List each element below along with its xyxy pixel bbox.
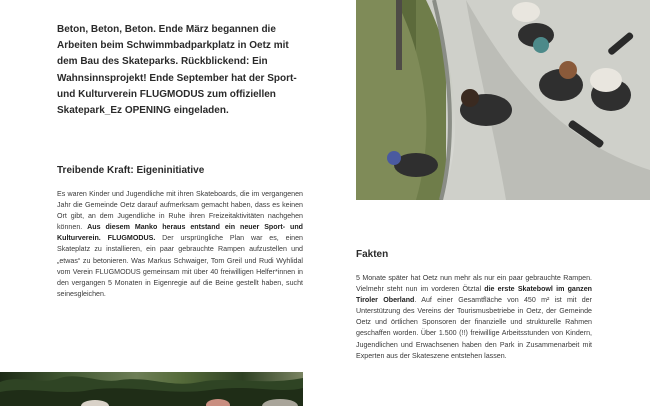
facts-text-part2: . Auf einer Gesamtfläche von 450 m² ist mit der Unterstützung des Vereins der Tourismusbetriebe in Oetz, der Gemeinde Oetz und örtlichen Sponsoren der finanzielle und strukturelle Rahmen geschaffen worden. Über 1.500 (!!) freiwillige Arbeitsstunden von Kindern, Jugendlichen und Erwachsenen haben den Park in Zusammenarbeit mit Experten aus der Skateszene entstehen lassen.	[356, 296, 592, 360]
lead-paragraph: Beton, Beton, Beton. Ende März begannen die Arbeiten beim Schwimmbadparkplatz in Oetz mit dem Bau des Skateparks. Rückblickend: Ein Wahnsinnsprojekt! Ende September hat der Sport- und Kulturverein FLUGMODUS zum offiziellen Skatepark_Ez OPENING eingeladen.	[57, 24, 297, 117]
skatepark-photo-illustration	[356, 0, 650, 200]
skatepark-photo-top	[356, 0, 650, 200]
skatepark-photo-bottom-illustration	[0, 372, 303, 406]
initiative-text	[57, 189, 303, 300]
facts-text-part1: 5 Monate später hat Oetz nun mehr als nur ein paar gebrauchte Rampen. Vielmehr steht nun im vorderen Ötztal	[356, 274, 592, 294]
initiative-text-bold: Aus diesem Manko heraus entstand ein neuer Sport- und Kulturverein. FLUGMODUS.	[57, 223, 303, 243]
initiative-text-part1: Es waren Kinder und Jugendliche mit ihren Skateboards, die im vergangenen Jahr die Gemeinde Oetz darauf aufmerksam gemacht haben, dass es keinen Ort gibt, an dem Jugendliche in Ruhe ihren Freizeitaktivitäten nachgehen können.	[57, 190, 303, 232]
skatepark-photo-bottom	[0, 372, 303, 406]
facts-text-bold: die erste Skatebowl im ganzen Tiroler Oberland	[356, 285, 592, 305]
initiative-text-part2: Der ursprüngliche Plan war es, einen Skateplatz zu installieren, ein paar gebrauchte Rampen aufzustellen und „etwas“ zu betonieren. Was Markus Schwaiger, Tom Greil und Rudi Wyhlidal vom Verein FLUGMODUS gemeinsam mit über 40 freiwilligen Helfer*innen in den vergangen 5 Monaten in Eigenregie auf die Beine gestellt haben, sucht seinesgleichen.	[57, 234, 303, 298]
section-heading-initiative: Treibende Kraft: Eigeninitiative	[57, 165, 205, 176]
section-heading-facts: Fakten	[356, 249, 389, 260]
facts-text	[356, 273, 592, 362]
